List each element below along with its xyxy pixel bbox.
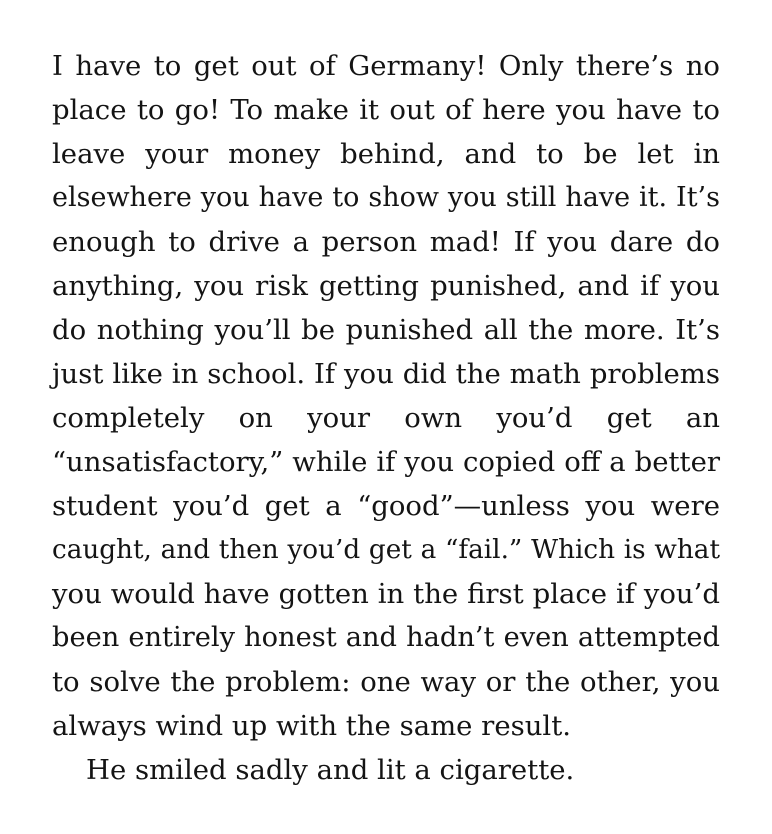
- text-line: been entirely honest and hadn’t even attempted: [52, 622, 720, 653]
- text-line: leave your money behind, and to be let in: [52, 138, 720, 170]
- text-line: student you’d get a “good”—unless you were: [52, 490, 720, 522]
- paragraph-narration: [52, 748, 720, 792]
- text-line: to solve the problem: one way or the other, you: [52, 666, 720, 698]
- paragraph-dialogue: [52, 44, 720, 748]
- text-line: “unsatisfactory,” while if you copied off a better: [52, 446, 720, 478]
- text-line: caught, and then you’d get a “fail.” Which is what: [52, 535, 720, 565]
- text-line: anything, you risk getting punished, and if you: [52, 270, 720, 302]
- text-line: place to go! To make it out of here you have to: [52, 94, 720, 126]
- text-line: enough to drive a person mad! If you dare do: [52, 226, 720, 258]
- text-line: always wind up with the same result.: [52, 710, 572, 742]
- text-line: just like in school. If you did the math problems: [52, 358, 720, 390]
- text-line: He smiled sadly and lit a cigarette.: [86, 754, 575, 786]
- text-line: completely on your own you’d get an: [52, 402, 720, 434]
- text-line: do nothing you’ll be punished all the more. It’s: [52, 314, 720, 346]
- text-page: [52, 44, 720, 792]
- text-line: you would have gotten in the first place if you’d: [52, 578, 720, 610]
- text-line: I have to get out of Germany! Only there’s no: [52, 50, 720, 82]
- text-line: elsewhere you have to show you still have it. It’s: [52, 182, 720, 213]
